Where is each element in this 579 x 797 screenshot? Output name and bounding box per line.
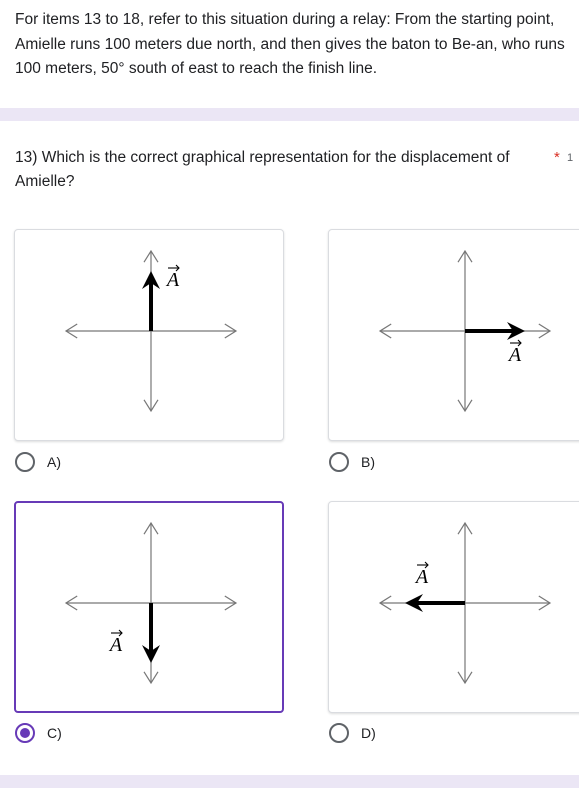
option-c-label: C)	[47, 725, 62, 741]
option-b-radio[interactable]	[329, 452, 349, 472]
option-c-image-card[interactable]	[14, 501, 284, 713]
section-divider	[0, 108, 579, 121]
vector-diagram-east	[329, 230, 579, 441]
section-divider	[0, 775, 579, 788]
required-asterisk: *	[554, 149, 560, 166]
vector-a-label: A	[109, 634, 123, 656]
vector-diagram-north	[15, 230, 284, 441]
vector-a-label: A	[166, 269, 180, 291]
option-b-image-card[interactable]	[328, 229, 579, 441]
vector-diagram-south	[16, 503, 284, 713]
option-a-image-card[interactable]	[14, 229, 284, 441]
option-d-radio[interactable]	[329, 723, 349, 743]
question-title	[15, 146, 545, 194]
option-c[interactable]	[15, 723, 62, 743]
option-a-radio[interactable]	[15, 452, 35, 472]
option-d[interactable]	[329, 723, 376, 743]
option-a[interactable]	[15, 452, 61, 472]
question-title-line: 13) Which is the correct graphical representation for the displacement of	[15, 149, 510, 166]
points-value: 1	[567, 152, 574, 164]
vector-diagram-west	[329, 502, 579, 713]
option-a-label: A)	[47, 454, 61, 470]
vector-a-label: A	[415, 566, 429, 588]
question-title-line: Amielle?	[15, 173, 75, 190]
option-d-image-card[interactable]	[328, 501, 579, 713]
vector-a-label: A	[508, 344, 522, 366]
option-b-label: B)	[361, 454, 375, 470]
option-b[interactable]	[329, 452, 375, 472]
section-description	[15, 8, 579, 82]
description-line: For items 13 to 18, refer to this situation during a relay: From the starting point,	[15, 11, 555, 28]
option-c-radio[interactable]	[15, 723, 35, 743]
option-d-label: D)	[361, 725, 376, 741]
description-line: Amielle runs 100 meters due north, and then gives the baton to Be-an, who runs	[15, 35, 565, 53]
description-line: 100 meters, 50° south of east to reach the finish line.	[15, 60, 378, 77]
